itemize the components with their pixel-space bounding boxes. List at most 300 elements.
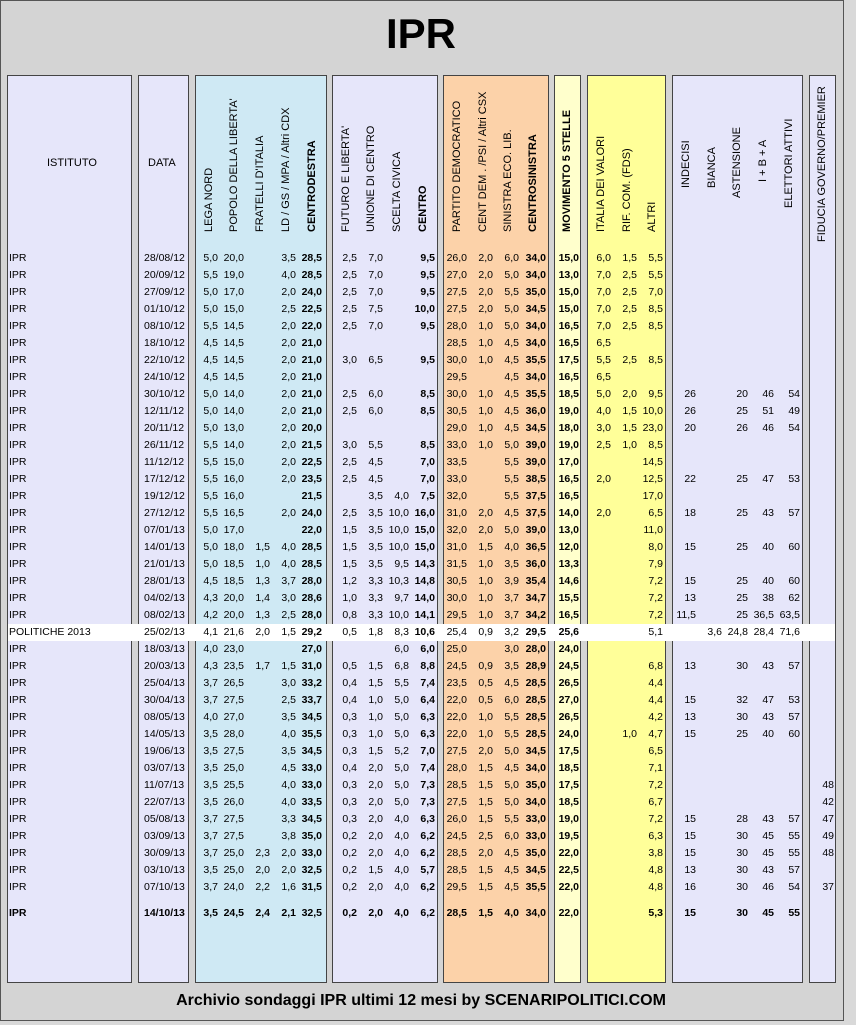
cell-cdx: 21,0 — [301, 354, 322, 366]
cell-rif: 1,5 — [622, 405, 637, 417]
cell-ele: 55 — [788, 830, 800, 842]
cell-sel: 4,5 — [504, 354, 519, 366]
cell-date: 03/07/13 — [144, 762, 185, 774]
cell-fdi: 1,7 — [255, 660, 270, 672]
cell-ind: 15 — [684, 847, 696, 859]
cell-cen: 9,5 — [420, 252, 435, 264]
cell-sel: 5,5 — [504, 456, 519, 468]
cell-sel: 4,5 — [504, 507, 519, 519]
cell-m5s: 18,5 — [558, 388, 579, 400]
cell-ln: 3,7 — [203, 813, 218, 825]
cell-sel: 3,7 — [504, 592, 519, 604]
cell-ist: IPR — [9, 864, 27, 876]
cell-cd: 2,0 — [478, 507, 493, 519]
cell-ld: 2,5 — [281, 303, 296, 315]
cell-sel: 4,5 — [504, 422, 519, 434]
cell-csx: 37,5 — [525, 490, 546, 502]
cell-cdx: 21,0 — [301, 405, 322, 417]
cell-ln: 5,0 — [203, 558, 218, 570]
cell-ld: 3,0 — [281, 592, 296, 604]
cell-ele: 57 — [788, 660, 800, 672]
cell-cen: 9,5 — [420, 320, 435, 332]
cell-ind: 15 — [684, 541, 696, 553]
cell-ld: 4,0 — [281, 728, 296, 740]
cell-pdl: 13,0 — [223, 422, 244, 434]
cell-alt: 4,2 — [648, 711, 663, 723]
cell-csx: 35,5 — [525, 881, 546, 893]
cell-ld: 3,7 — [281, 575, 296, 587]
cell-ld: 2,0 — [281, 422, 296, 434]
cell-cen: 7,3 — [420, 796, 435, 808]
cell-cen: 6,3 — [420, 813, 435, 825]
cell-pdl: 27,5 — [223, 694, 244, 706]
cell-ld: 3,8 — [281, 830, 296, 842]
cell-pd: 23,5 — [446, 677, 467, 689]
cell-cen: 15,0 — [414, 524, 435, 536]
cell-date: 03/10/13 — [144, 864, 185, 876]
cell-udc: 1,5 — [368, 745, 383, 757]
cell-udc: 7,0 — [368, 286, 383, 298]
cell-udc: 7,0 — [368, 269, 383, 281]
cell-udc: 7,0 — [368, 252, 383, 264]
cell-alt: 12,5 — [642, 473, 663, 485]
cell-ld: 4,0 — [281, 541, 296, 553]
cell-pdl: 23,5 — [223, 660, 244, 672]
cell-ind: 18 — [684, 507, 696, 519]
cell-csx: 34,0 — [525, 371, 546, 383]
cell-idv: 6,5 — [596, 337, 611, 349]
cell-ind: 13 — [684, 711, 696, 723]
cell-ln: 3,7 — [203, 677, 218, 689]
cell-fli: 2,5 — [342, 252, 357, 264]
cell-ist: IPR — [9, 320, 27, 332]
cell-m5s: 13,0 — [558, 269, 579, 281]
cell-sel: 5,5 — [504, 473, 519, 485]
cell-pdl: 14,0 — [223, 439, 244, 451]
cell-udc: 7,0 — [368, 320, 383, 332]
cell-sel: 5,0 — [504, 745, 519, 757]
table-row — [8, 301, 835, 318]
cell-ist: IPR — [9, 269, 27, 281]
cell-udc: 4,5 — [368, 456, 383, 468]
cell-ist: IPR — [9, 728, 27, 740]
cell-cd: 0,9 — [478, 626, 493, 638]
cell-pdl: 16,5 — [223, 507, 244, 519]
table-row — [8, 811, 835, 828]
cell-alt: 6,3 — [648, 830, 663, 842]
cell-csx: 28,0 — [525, 643, 546, 655]
cell-fli: 3,0 — [342, 439, 357, 451]
cell-ist: IPR — [9, 660, 27, 672]
cell-ast: 25 — [736, 541, 748, 553]
cell-cdx: 34,5 — [301, 711, 322, 723]
table-row — [8, 454, 835, 471]
cell-date: 11/12/12 — [144, 456, 185, 468]
cell-cen: 10,6 — [414, 626, 435, 638]
cell-alt: 6,8 — [648, 660, 663, 672]
cell-fli: 2,5 — [342, 303, 357, 315]
cell-csx: 37,5 — [525, 507, 546, 519]
cell-sel: 3,5 — [504, 558, 519, 570]
cell-alt: 9,5 — [648, 388, 663, 400]
cell-date: 21/01/13 — [144, 558, 185, 570]
cell-ind: 26 — [684, 405, 696, 417]
cell-iba: 28,4 — [753, 626, 774, 638]
cell-fli: 2,5 — [342, 320, 357, 332]
cell-ln: 3,5 — [203, 864, 218, 876]
cell-csx: 36,0 — [525, 558, 546, 570]
cell-csx: 34,0 — [525, 796, 546, 808]
table-row-latest — [8, 905, 835, 922]
cell-alt: 6,5 — [648, 745, 663, 757]
cell-ln: 5,5 — [203, 456, 218, 468]
cell-cen: 6,2 — [420, 830, 435, 842]
cell-ln: 4,5 — [203, 575, 218, 587]
cell-ind: 13 — [684, 864, 696, 876]
cell-fli: 1,2 — [342, 575, 357, 587]
cell-idv: 6,5 — [596, 371, 611, 383]
cell-cdx: 28,5 — [301, 252, 322, 264]
cell-date: 08/05/13 — [144, 711, 185, 723]
cell-date: 25/04/13 — [144, 677, 185, 689]
cell-ele: 60 — [788, 728, 800, 740]
cell-pdl: 27,5 — [223, 813, 244, 825]
cell-pd: 30,5 — [446, 405, 467, 417]
cell-m5s: 22,5 — [558, 864, 579, 876]
cell-ln: 4,3 — [203, 660, 218, 672]
cell-udc: 2,0 — [368, 830, 383, 842]
cell-pdl: 25,0 — [223, 847, 244, 859]
cell-ln: 5,0 — [203, 286, 218, 298]
cell-udc: 3,3 — [368, 592, 383, 604]
cell-ln: 5,5 — [203, 320, 218, 332]
table-row — [8, 437, 835, 454]
cell-cen: 8,5 — [420, 388, 435, 400]
cell-csx: 39,0 — [525, 456, 546, 468]
cell-ld: 4,5 — [281, 762, 296, 774]
cell-ele: 54 — [788, 422, 800, 434]
cell-pdl: 14,5 — [223, 371, 244, 383]
cell-sc: 5,2 — [394, 745, 409, 757]
cell-ist: IPR — [9, 524, 27, 536]
cell-cdx: 32,5 — [301, 864, 322, 876]
cell-fli: 0,3 — [342, 779, 357, 791]
cell-cd: 1,0 — [478, 320, 493, 332]
cell-m5s: 14,0 — [558, 507, 579, 519]
cell-ln: 5,0 — [203, 303, 218, 315]
cell-pd: 32,0 — [446, 490, 467, 502]
cell-cen: 9,5 — [420, 269, 435, 281]
cell-m5s: 17,5 — [558, 779, 579, 791]
cell-ln: 5,5 — [203, 439, 218, 451]
cell-ast: 20 — [736, 388, 748, 400]
cell-pdl: 23,0 — [223, 643, 244, 655]
cell-udc: 3,5 — [368, 558, 383, 570]
cell-ld: 2,0 — [281, 286, 296, 298]
cell-cd: 2,0 — [478, 303, 493, 315]
cell-ln: 3,7 — [203, 847, 218, 859]
cell-ist: IPR — [9, 881, 27, 893]
cell-date: 01/10/12 — [144, 303, 185, 315]
cell-sel: 5,0 — [504, 269, 519, 281]
cell-fli: 0,5 — [342, 660, 357, 672]
cell-pdl: 17,0 — [223, 524, 244, 536]
cell-ist: IPR — [9, 371, 27, 383]
cell-fli: 2,5 — [342, 269, 357, 281]
cell-pd: 31,5 — [446, 558, 467, 570]
cell-ld: 2,0 — [281, 388, 296, 400]
cell-sel: 5,0 — [504, 303, 519, 315]
cell-cd: 1,0 — [478, 558, 493, 570]
cell-cen: 7,0 — [420, 745, 435, 757]
cell-ast: 25 — [736, 473, 748, 485]
cell-pd: 27,5 — [446, 745, 467, 757]
cell-ld: 1,6 — [281, 881, 296, 893]
cell-ln: 3,5 — [203, 907, 218, 919]
cell-m5s: 19,5 — [558, 830, 579, 842]
cell-cd: 2,5 — [478, 830, 493, 842]
cell-ld: 3,3 — [281, 813, 296, 825]
cell-sel: 5,5 — [504, 813, 519, 825]
header-idv: ITALIA DEI VALORI — [595, 135, 607, 232]
cell-date: 20/09/12 — [144, 269, 185, 281]
cell-alt: 11,0 — [643, 524, 663, 536]
cell-pdl: 27,5 — [223, 745, 244, 757]
cell-cd: 1,5 — [478, 779, 493, 791]
table-row — [8, 777, 835, 794]
cell-alt: 8,0 — [648, 541, 663, 553]
cell-cd: 2,0 — [478, 847, 493, 859]
cell-udc: 2,0 — [368, 796, 383, 808]
cell-ld: 3,5 — [281, 711, 296, 723]
cell-cen: 6,2 — [420, 907, 435, 919]
cell-cdx: 28,6 — [301, 592, 322, 604]
cell-ele: 53 — [788, 694, 800, 706]
cell-sc: 5,0 — [394, 779, 409, 791]
cell-m5s: 22,0 — [558, 907, 579, 919]
cell-m5s: 16,5 — [558, 609, 579, 621]
cell-pd: 26,0 — [446, 813, 467, 825]
cell-pd: 26,0 — [446, 252, 467, 264]
cell-udc: 3,5 — [368, 490, 383, 502]
cell-fli: 2,5 — [342, 456, 357, 468]
cell-ln: 5,0 — [203, 388, 218, 400]
cell-cdx: 33,0 — [301, 779, 322, 791]
cell-fdi: 2,4 — [255, 907, 270, 919]
cell-ele: 57 — [788, 864, 800, 876]
cell-udc: 1,0 — [368, 694, 383, 706]
cell-pd: 28,0 — [446, 762, 467, 774]
cell-sc: 9,7 — [394, 592, 409, 604]
cell-csx: 33,0 — [525, 813, 546, 825]
cell-ind: 15 — [684, 813, 696, 825]
cell-cdx: 34,5 — [301, 745, 322, 757]
cell-sc: 5,5 — [394, 677, 409, 689]
cell-sel: 4,5 — [504, 337, 519, 349]
cell-fli: 0,4 — [342, 677, 357, 689]
cell-fli: 1,5 — [342, 558, 357, 570]
cell-cd: 1,0 — [478, 711, 493, 723]
cell-csx: 35,4 — [525, 575, 546, 587]
header-elettori: ELETTORI ATTIVI — [783, 118, 795, 208]
cell-iba: 40 — [762, 541, 774, 553]
cell-m5s: 22,0 — [558, 847, 579, 859]
cell-ln: 4,5 — [203, 337, 218, 349]
cell-alt: 4,7 — [648, 728, 663, 740]
cell-pd: 28,5 — [446, 864, 467, 876]
table-row — [8, 760, 835, 777]
cell-udc: 1,5 — [368, 677, 383, 689]
cell-ln: 4,0 — [203, 711, 218, 723]
cell-cen: 8,5 — [420, 439, 435, 451]
cell-ld: 4,0 — [281, 269, 296, 281]
cell-ist: IPR — [9, 762, 27, 774]
cell-ele: 60 — [788, 541, 800, 553]
cell-sc: 4,0 — [394, 881, 409, 893]
table-row — [8, 403, 835, 420]
cell-cdx: 28,0 — [301, 575, 322, 587]
cell-ele: 54 — [788, 388, 800, 400]
cell-fli: 0,4 — [342, 694, 357, 706]
header-sel: SINISTRA ECO. LIB. — [502, 129, 514, 232]
table-row — [8, 318, 835, 335]
cell-pdl: 14,5 — [223, 354, 244, 366]
cell-alt: 7,2 — [648, 592, 663, 604]
cell-ist: IPR — [9, 337, 27, 349]
cell-cd: 1,0 — [478, 422, 493, 434]
cell-ist: IPR — [9, 575, 27, 587]
cell-bia: 3,6 — [707, 626, 722, 638]
cell-date: 28/01/13 — [144, 575, 185, 587]
cell-ln: 3,7 — [203, 694, 218, 706]
cell-ist: IPR — [9, 796, 27, 808]
cell-cdx: 29,2 — [301, 626, 322, 638]
cell-cen: 5,7 — [420, 864, 435, 876]
cell-ele: 62 — [788, 592, 800, 604]
cell-cdx: 21,0 — [301, 388, 322, 400]
cell-ld: 3,5 — [281, 252, 296, 264]
table-row — [8, 709, 835, 726]
cell-pd: 22,0 — [446, 694, 467, 706]
cell-alt: 7,2 — [648, 779, 663, 791]
cell-pd: 24,5 — [446, 830, 467, 842]
cell-sel: 4,5 — [504, 762, 519, 774]
cell-sc: 4,0 — [394, 864, 409, 876]
cell-iba: 46 — [762, 881, 774, 893]
cell-m5s: 26,5 — [558, 677, 579, 689]
cell-sel: 3,9 — [504, 575, 519, 587]
cell-fid: 37 — [822, 881, 834, 893]
cell-cdx: 33,7 — [301, 694, 322, 706]
cell-fdi: 2,0 — [255, 626, 270, 638]
cell-ld: 2,5 — [281, 694, 296, 706]
cell-m5s: 17,5 — [558, 745, 579, 757]
cell-udc: 6,5 — [368, 354, 383, 366]
cell-alt: 5,3 — [648, 907, 663, 919]
cell-sel: 4,5 — [504, 405, 519, 417]
table-row — [8, 420, 835, 437]
cell-fid: 47 — [822, 813, 834, 825]
cell-iba: 43 — [762, 711, 774, 723]
cell-csx: 34,2 — [525, 609, 546, 621]
cell-cd: 1,5 — [478, 813, 493, 825]
table-row — [8, 522, 835, 539]
header-udc: UNIONE DI CENTRO — [365, 125, 377, 232]
cell-ist: IPR — [9, 439, 27, 451]
cell-fli: 0,2 — [342, 881, 357, 893]
cell-sc: 5,0 — [394, 694, 409, 706]
cell-pd: 30,0 — [446, 388, 467, 400]
cell-rif: 1,0 — [622, 728, 637, 740]
cell-rif: 2,5 — [622, 303, 637, 315]
cell-m5s: 17,5 — [558, 354, 579, 366]
cell-m5s: 19,0 — [558, 405, 579, 417]
cell-alt: 5,5 — [648, 252, 663, 264]
cell-ist: IPR — [9, 473, 27, 485]
cell-rif: 1,5 — [622, 252, 637, 264]
cell-ln: 3,7 — [203, 881, 218, 893]
cell-pdl: 20,0 — [223, 609, 244, 621]
cell-date: 27/09/12 — [144, 286, 185, 298]
cell-cen: 6,3 — [420, 711, 435, 723]
cell-cen: 7,5 — [420, 490, 435, 502]
cell-cd: 1,0 — [478, 575, 493, 587]
cell-iba: 45 — [762, 847, 774, 859]
header-cent-dem: CENT DEM . /PSI / Altri CSX — [477, 91, 489, 232]
cell-udc: 3,5 — [368, 524, 383, 536]
cell-ln: 3,5 — [203, 762, 218, 774]
cell-ast: 30 — [736, 660, 748, 672]
cell-rif: 2,5 — [622, 320, 637, 332]
cell-csx: 34,5 — [525, 303, 546, 315]
header-astensione: ASTENSIONE — [731, 127, 743, 198]
cell-cen: 14,0 — [414, 592, 435, 604]
cell-pdl: 15,0 — [223, 303, 244, 315]
header-pd: PARTITO DEMOCRATICO — [451, 100, 463, 232]
cell-pdl: 26,5 — [223, 677, 244, 689]
cell-cen: 7,0 — [420, 456, 435, 468]
cell-fli: 2,5 — [342, 473, 357, 485]
cell-udc: 2,0 — [368, 762, 383, 774]
cell-alt: 7,2 — [648, 813, 663, 825]
cell-csx: 35,5 — [525, 354, 546, 366]
cell-sc: 5,0 — [394, 762, 409, 774]
cell-fid: 48 — [822, 779, 834, 791]
cell-udc: 2,0 — [368, 779, 383, 791]
cell-sel: 3,5 — [504, 660, 519, 672]
cell-m5s: 22,0 — [558, 881, 579, 893]
cell-cdx: 35,0 — [301, 830, 322, 842]
cell-csx: 36,0 — [525, 405, 546, 417]
cell-ist: IPR — [9, 677, 27, 689]
cell-pd: 29,5 — [446, 371, 467, 383]
cell-cd: 1,0 — [478, 337, 493, 349]
cell-idv: 6,0 — [596, 252, 611, 264]
cell-ld: 3,0 — [281, 677, 296, 689]
cell-cd: 1,5 — [478, 881, 493, 893]
cell-sel: 5,0 — [504, 439, 519, 451]
cell-cd: 1,5 — [478, 796, 493, 808]
cell-ast: 25 — [736, 507, 748, 519]
cell-ele: 57 — [788, 813, 800, 825]
cell-fdi: 1,0 — [255, 558, 270, 570]
table-row — [8, 386, 835, 403]
cell-fli: 1,5 — [342, 524, 357, 536]
cell-pdl: 19,0 — [223, 269, 244, 281]
table-row — [8, 862, 835, 879]
cell-alt: 23,0 — [642, 422, 663, 434]
cell-csx: 29,5 — [525, 626, 546, 638]
